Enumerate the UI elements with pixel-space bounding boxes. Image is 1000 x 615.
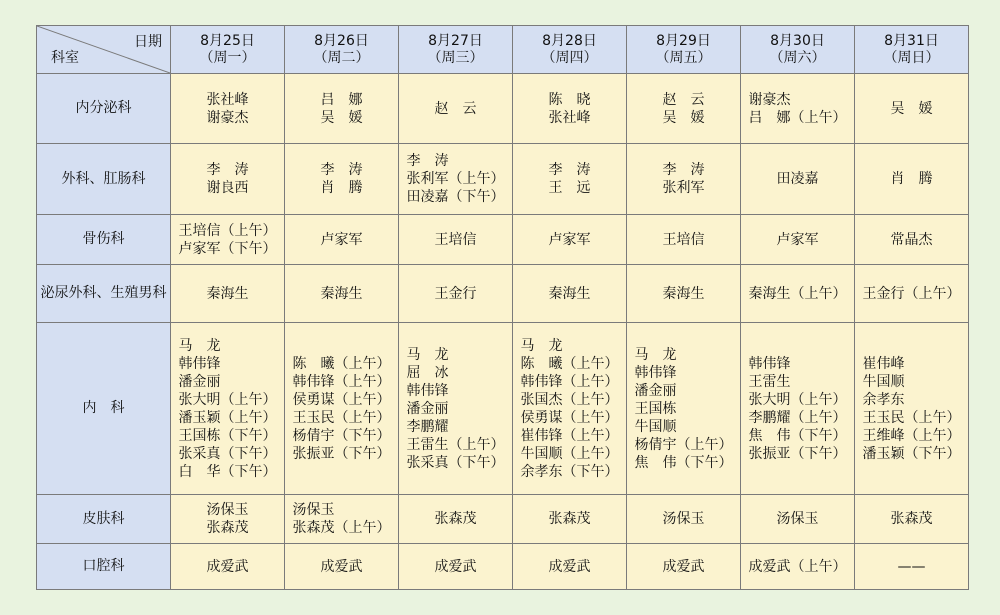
date-label: 8月25日 — [200, 32, 255, 49]
doctor-entry: 卢家军（下午） — [178, 240, 277, 257]
doctor-list — [635, 346, 733, 472]
schedule-cell — [627, 74, 741, 144]
doctor-list — [435, 100, 477, 118]
doctor-entry: 汤保玉 — [662, 511, 705, 527]
weekday-label: （周四） — [541, 49, 598, 66]
schedule-cell — [855, 544, 969, 590]
doctor-list — [435, 558, 477, 576]
schedule-cell — [285, 144, 399, 215]
doctor-entry: 张社峰 — [206, 91, 249, 108]
weekday-label: （周五） — [655, 49, 712, 66]
doctor-entry: 王 远 — [548, 180, 591, 196]
doctor-entry: 成爱武 — [206, 558, 249, 575]
schedule-cell — [741, 215, 855, 265]
doctor-entry: 韩伟锋 — [634, 364, 677, 381]
schedule-cell — [399, 323, 513, 495]
doctor-list — [549, 91, 591, 127]
doctor-list — [435, 285, 477, 303]
doctor-entry: 李鹏耀（上午） — [748, 409, 847, 426]
header-row — [37, 26, 969, 74]
doctor-entry: 王维峰（上午） — [862, 427, 961, 444]
doctor-entry: 张森茂 — [890, 511, 933, 527]
schedule-cell — [171, 265, 285, 323]
doctor-list — [663, 231, 705, 249]
doctor-list — [891, 231, 933, 249]
doctor-entry: 牛国顺 — [862, 373, 905, 390]
doctor-entry: 王培信 — [434, 231, 477, 248]
department-row — [37, 215, 969, 265]
doctor-entry: 焦 伟（下午） — [748, 427, 847, 444]
doctor-entry: 张振亚（下午） — [748, 445, 847, 462]
doctor-entry: 侯勇谋（上午） — [292, 391, 391, 408]
doctor-entry: 李鹏耀 — [406, 418, 449, 435]
doctor-entry: 陈 曦（上午） — [520, 355, 619, 372]
date-header-cell — [855, 26, 969, 74]
date-header-cell — [513, 26, 627, 74]
doctor-entry: 潘金丽 — [406, 400, 449, 417]
doctor-list — [407, 346, 505, 472]
schedule-cell — [741, 495, 855, 544]
doctor-entry: 张森茂 — [206, 520, 249, 536]
corner-dept-label: 科室 — [51, 50, 79, 66]
doctor-entry: 马 龙 — [178, 337, 221, 354]
doctor-entry: 马 龙 — [520, 337, 563, 354]
doctor-entry: 谢豪杰 — [748, 91, 791, 108]
schedule-cell — [171, 74, 285, 144]
doctor-list — [293, 355, 391, 463]
doctor-entry: 张大明（上午） — [178, 391, 277, 408]
doctor-list — [321, 161, 363, 197]
date-header-cell — [399, 26, 513, 74]
schedule-cell — [513, 215, 627, 265]
doctor-list — [777, 170, 819, 188]
doctor-entry: 王雷生（上午） — [406, 436, 505, 453]
department-row — [37, 265, 969, 323]
doctor-entry: 牛国顺 — [634, 418, 677, 435]
schedule-cell — [285, 323, 399, 495]
doctor-list — [207, 91, 249, 127]
schedule-cell — [285, 215, 399, 265]
doctor-list — [549, 510, 591, 528]
doctor-entry: 韩伟锋（上午） — [292, 373, 391, 390]
schedule-cell — [285, 544, 399, 590]
doctor-entry: 卢家军 — [320, 231, 363, 248]
doctor-list — [435, 510, 477, 528]
doctor-entry: 王玉民（上午） — [862, 409, 961, 426]
department-name-cell: 外科、肛肠科 — [37, 144, 171, 215]
doctor-entry: 田凌嘉（下午） — [406, 189, 505, 205]
doctor-list — [777, 510, 819, 528]
doctor-list — [863, 285, 961, 303]
doctor-entry: 秦海生 — [320, 285, 363, 302]
doctor-entry: 张国杰（上午） — [520, 391, 619, 408]
doctor-entry: 焦 伟（下午） — [634, 454, 733, 471]
doctor-entry: 秦海生 — [206, 285, 249, 302]
schedule-cell — [285, 265, 399, 323]
schedule-cell — [741, 144, 855, 215]
doctor-entry: 汤保玉 — [776, 511, 819, 527]
doctor-list — [663, 161, 705, 197]
doctor-entry: 王玉民（上午） — [292, 409, 391, 426]
doctor-entry: 韩伟锋 — [406, 382, 449, 399]
doctor-entry: 张利军（上午） — [406, 171, 505, 187]
doctor-entry: 马 龙 — [634, 346, 677, 363]
schedule-cell — [627, 265, 741, 323]
doctor-entry: 王培信 — [662, 231, 705, 248]
schedule-cell — [741, 544, 855, 590]
doctor-entry: 陈 晓 — [548, 91, 591, 108]
doctor-entry: 张森茂 — [548, 511, 591, 527]
schedule-cell — [513, 323, 627, 495]
schedule-cell — [627, 144, 741, 215]
doctor-list — [549, 285, 591, 303]
doctor-list — [898, 558, 926, 576]
doctor-entry: 杨倩宇（下午） — [292, 427, 391, 444]
doctor-entry: 赵 云 — [662, 91, 705, 108]
department-row — [37, 544, 969, 590]
schedule-cell — [399, 495, 513, 544]
department-name-cell: 内分泌科 — [37, 74, 171, 144]
date-label: 8月30日 — [770, 32, 825, 49]
date-label: 8月28日 — [542, 32, 597, 49]
doctor-entry: 李 涛 — [406, 153, 449, 169]
doctor-list — [891, 100, 933, 118]
weekday-label: （周日） — [883, 49, 940, 66]
schedule-table-wrapper — [36, 25, 969, 590]
doctor-list — [407, 152, 505, 206]
doctor-entry: 崔伟峰 — [862, 355, 905, 372]
doctor-entry: 秦海生 — [662, 285, 705, 302]
doctor-list — [663, 285, 705, 303]
schedule-cell — [285, 74, 399, 144]
doctor-list — [663, 558, 705, 576]
doctor-entry: 王金行（上午） — [862, 285, 961, 302]
schedule-cell — [855, 215, 969, 265]
schedule-cell — [399, 265, 513, 323]
doctor-entry: 王国栋 — [634, 400, 677, 417]
date-header-cell — [285, 26, 399, 74]
doctor-entry: 谢豪杰 — [206, 109, 249, 126]
weekday-label: （周三） — [427, 49, 484, 66]
schedule-cell — [171, 495, 285, 544]
schedule-cell — [741, 265, 855, 323]
doctor-entry: 牛国顺（上午） — [520, 445, 619, 462]
doctor-list — [207, 501, 249, 537]
doctor-list — [863, 355, 961, 463]
doctor-entry: 杨倩宇（上午） — [634, 436, 733, 453]
doctor-entry: 马 龙 — [406, 346, 449, 363]
weekday-label: （周二） — [313, 49, 370, 66]
schedule-cell — [513, 74, 627, 144]
doctor-list — [891, 510, 933, 528]
doctor-list — [749, 558, 847, 576]
department-row — [37, 323, 969, 495]
doctor-entry: 侯勇谋（上午） — [520, 409, 619, 426]
schedule-cell — [627, 323, 741, 495]
doctor-entry: 张森茂（上午） — [292, 520, 391, 536]
doctor-list — [891, 170, 933, 188]
doctor-list — [549, 231, 591, 249]
date-label: 8月31日 — [884, 32, 939, 49]
doctor-list — [777, 231, 819, 249]
corner-date-label: 日期 — [134, 34, 162, 50]
department-row — [37, 495, 969, 544]
doctor-entry: 汤保玉 — [292, 502, 335, 518]
doctor-entry: 张森茂 — [434, 511, 477, 527]
doctor-entry: 余孝东（下午） — [520, 463, 619, 480]
doctor-entry: 韩伟锋 — [748, 355, 791, 372]
doctor-list — [749, 91, 847, 127]
doctor-entry: 赵 云 — [434, 100, 477, 117]
schedule-cell — [741, 323, 855, 495]
date-label: 8月27日 — [428, 32, 483, 49]
doctor-entry: 屈 冰 — [406, 364, 449, 381]
doctor-entry: 卢家军 — [548, 231, 591, 248]
doctor-list — [179, 337, 277, 481]
doctor-list — [321, 91, 363, 127]
doctor-list — [663, 91, 705, 127]
department-name-cell: 泌尿外科、生殖男科 — [37, 265, 171, 323]
doctor-list — [293, 501, 391, 537]
schedule-cell — [399, 74, 513, 144]
doctor-entry: 成爱武 — [662, 558, 705, 575]
doctor-entry: 潘金丽 — [178, 373, 221, 390]
doctor-entry: 成爱武（上午） — [748, 558, 847, 575]
department-row — [37, 144, 969, 215]
doctor-entry: 李 涛 — [548, 162, 591, 178]
department-name-cell: 内 科 — [37, 323, 171, 495]
doctor-entry: 成爱武 — [548, 558, 591, 575]
doctor-entry: 吕 娜 — [320, 91, 363, 108]
schedule-cell — [855, 495, 969, 544]
weekday-label: （周一） — [199, 49, 256, 66]
doctor-entry: 余孝东 — [862, 391, 905, 408]
department-name-cell: 骨伤科 — [37, 215, 171, 265]
schedule-cell — [855, 265, 969, 323]
department-name-cell: 皮肤科 — [37, 495, 171, 544]
doctor-entry: 肖 腾 — [890, 171, 933, 187]
doctor-entry: 王国栋（下午） — [178, 427, 277, 444]
doctor-list — [321, 558, 363, 576]
schedule-cell — [399, 544, 513, 590]
doctor-entry: 韩伟锋（上午） — [520, 373, 619, 390]
doctor-list — [549, 558, 591, 576]
date-header-cell — [627, 26, 741, 74]
corner-header-cell — [37, 26, 171, 74]
department-row — [37, 74, 969, 144]
doctor-list — [207, 285, 249, 303]
doctor-entry: 王培信（上午） — [178, 222, 277, 239]
doctor-entry: 王雷生 — [748, 373, 791, 390]
doctor-entry: 张振亚（下午） — [292, 445, 391, 462]
duty-schedule-table — [36, 25, 969, 590]
doctor-entry: 王金行 — [434, 285, 477, 302]
schedule-cell — [855, 144, 969, 215]
doctor-entry: 成爱武 — [320, 558, 363, 575]
doctor-entry: 张社峰 — [548, 109, 591, 126]
date-header-cell — [741, 26, 855, 74]
schedule-cell — [513, 544, 627, 590]
doctor-entry: 成爱武 — [434, 558, 477, 575]
doctor-list — [179, 222, 277, 258]
doctor-list — [749, 355, 847, 463]
schedule-cell — [513, 144, 627, 215]
doctor-list — [663, 510, 705, 528]
department-name-cell: 口腔科 — [37, 544, 171, 590]
doctor-entry: 秦海生 — [548, 285, 591, 302]
doctor-entry: 潘金丽 — [634, 382, 677, 399]
doctor-entry: 吴 媛 — [320, 109, 363, 126]
doctor-entry: 张大明（上午） — [748, 391, 847, 408]
schedule-cell — [627, 495, 741, 544]
schedule-cell — [171, 544, 285, 590]
doctor-entry: 潘玉颖（上午） — [178, 409, 277, 426]
doctor-entry: 张采真（下午） — [406, 454, 505, 471]
doctor-entry: 潘玉颖（下午） — [862, 445, 961, 462]
date-label: 8月26日 — [314, 32, 369, 49]
doctor-entry: 陈 曦（上午） — [292, 355, 391, 372]
doctor-list — [749, 285, 847, 303]
doctor-entry: 卢家军 — [776, 231, 819, 248]
doctor-entry: —— — [897, 558, 926, 575]
schedule-cell — [285, 495, 399, 544]
doctor-list — [207, 558, 249, 576]
doctor-entry: 张采真（下午） — [178, 445, 277, 462]
weekday-label: （周六） — [769, 49, 826, 66]
schedule-body — [37, 74, 969, 590]
schedule-cell — [855, 74, 969, 144]
doctor-entry: 韩伟锋 — [178, 355, 221, 372]
doctor-list — [521, 337, 619, 481]
doctor-entry: 汤保玉 — [206, 502, 249, 518]
schedule-cell — [399, 144, 513, 215]
doctor-entry: 吕 娜（上午） — [748, 109, 847, 126]
doctor-list — [321, 231, 363, 249]
schedule-cell — [741, 74, 855, 144]
schedule-cell — [171, 144, 285, 215]
schedule-cell — [627, 215, 741, 265]
schedule-cell — [171, 215, 285, 265]
doctor-entry: 谢良西 — [206, 180, 249, 196]
doctor-entry: 张利军 — [662, 180, 705, 196]
doctor-entry: 吴 媛 — [890, 100, 933, 117]
doctor-list — [549, 161, 591, 197]
schedule-cell — [171, 323, 285, 495]
doctor-entry: 常晶杰 — [890, 231, 933, 248]
schedule-cell — [855, 323, 969, 495]
doctor-entry: 吴 媛 — [662, 109, 705, 126]
date-header-cell — [171, 26, 285, 74]
doctor-entry: 肖 腾 — [320, 180, 363, 196]
date-label: 8月29日 — [656, 32, 711, 49]
doctor-entry: 李 涛 — [662, 162, 705, 178]
doctor-entry: 田凌嘉 — [776, 171, 819, 187]
doctor-list — [321, 285, 363, 303]
doctor-list — [207, 161, 249, 197]
doctor-entry: 李 涛 — [320, 162, 363, 178]
doctor-entry: 李 涛 — [206, 162, 249, 178]
doctor-list — [435, 231, 477, 249]
doctor-entry: 崔伟锋（上午） — [520, 427, 619, 444]
schedule-cell — [627, 544, 741, 590]
doctor-entry: 白 华（下午） — [178, 463, 277, 480]
schedule-cell — [399, 215, 513, 265]
doctor-entry: 秦海生（上午） — [748, 285, 847, 302]
schedule-cell — [513, 495, 627, 544]
schedule-cell — [513, 265, 627, 323]
